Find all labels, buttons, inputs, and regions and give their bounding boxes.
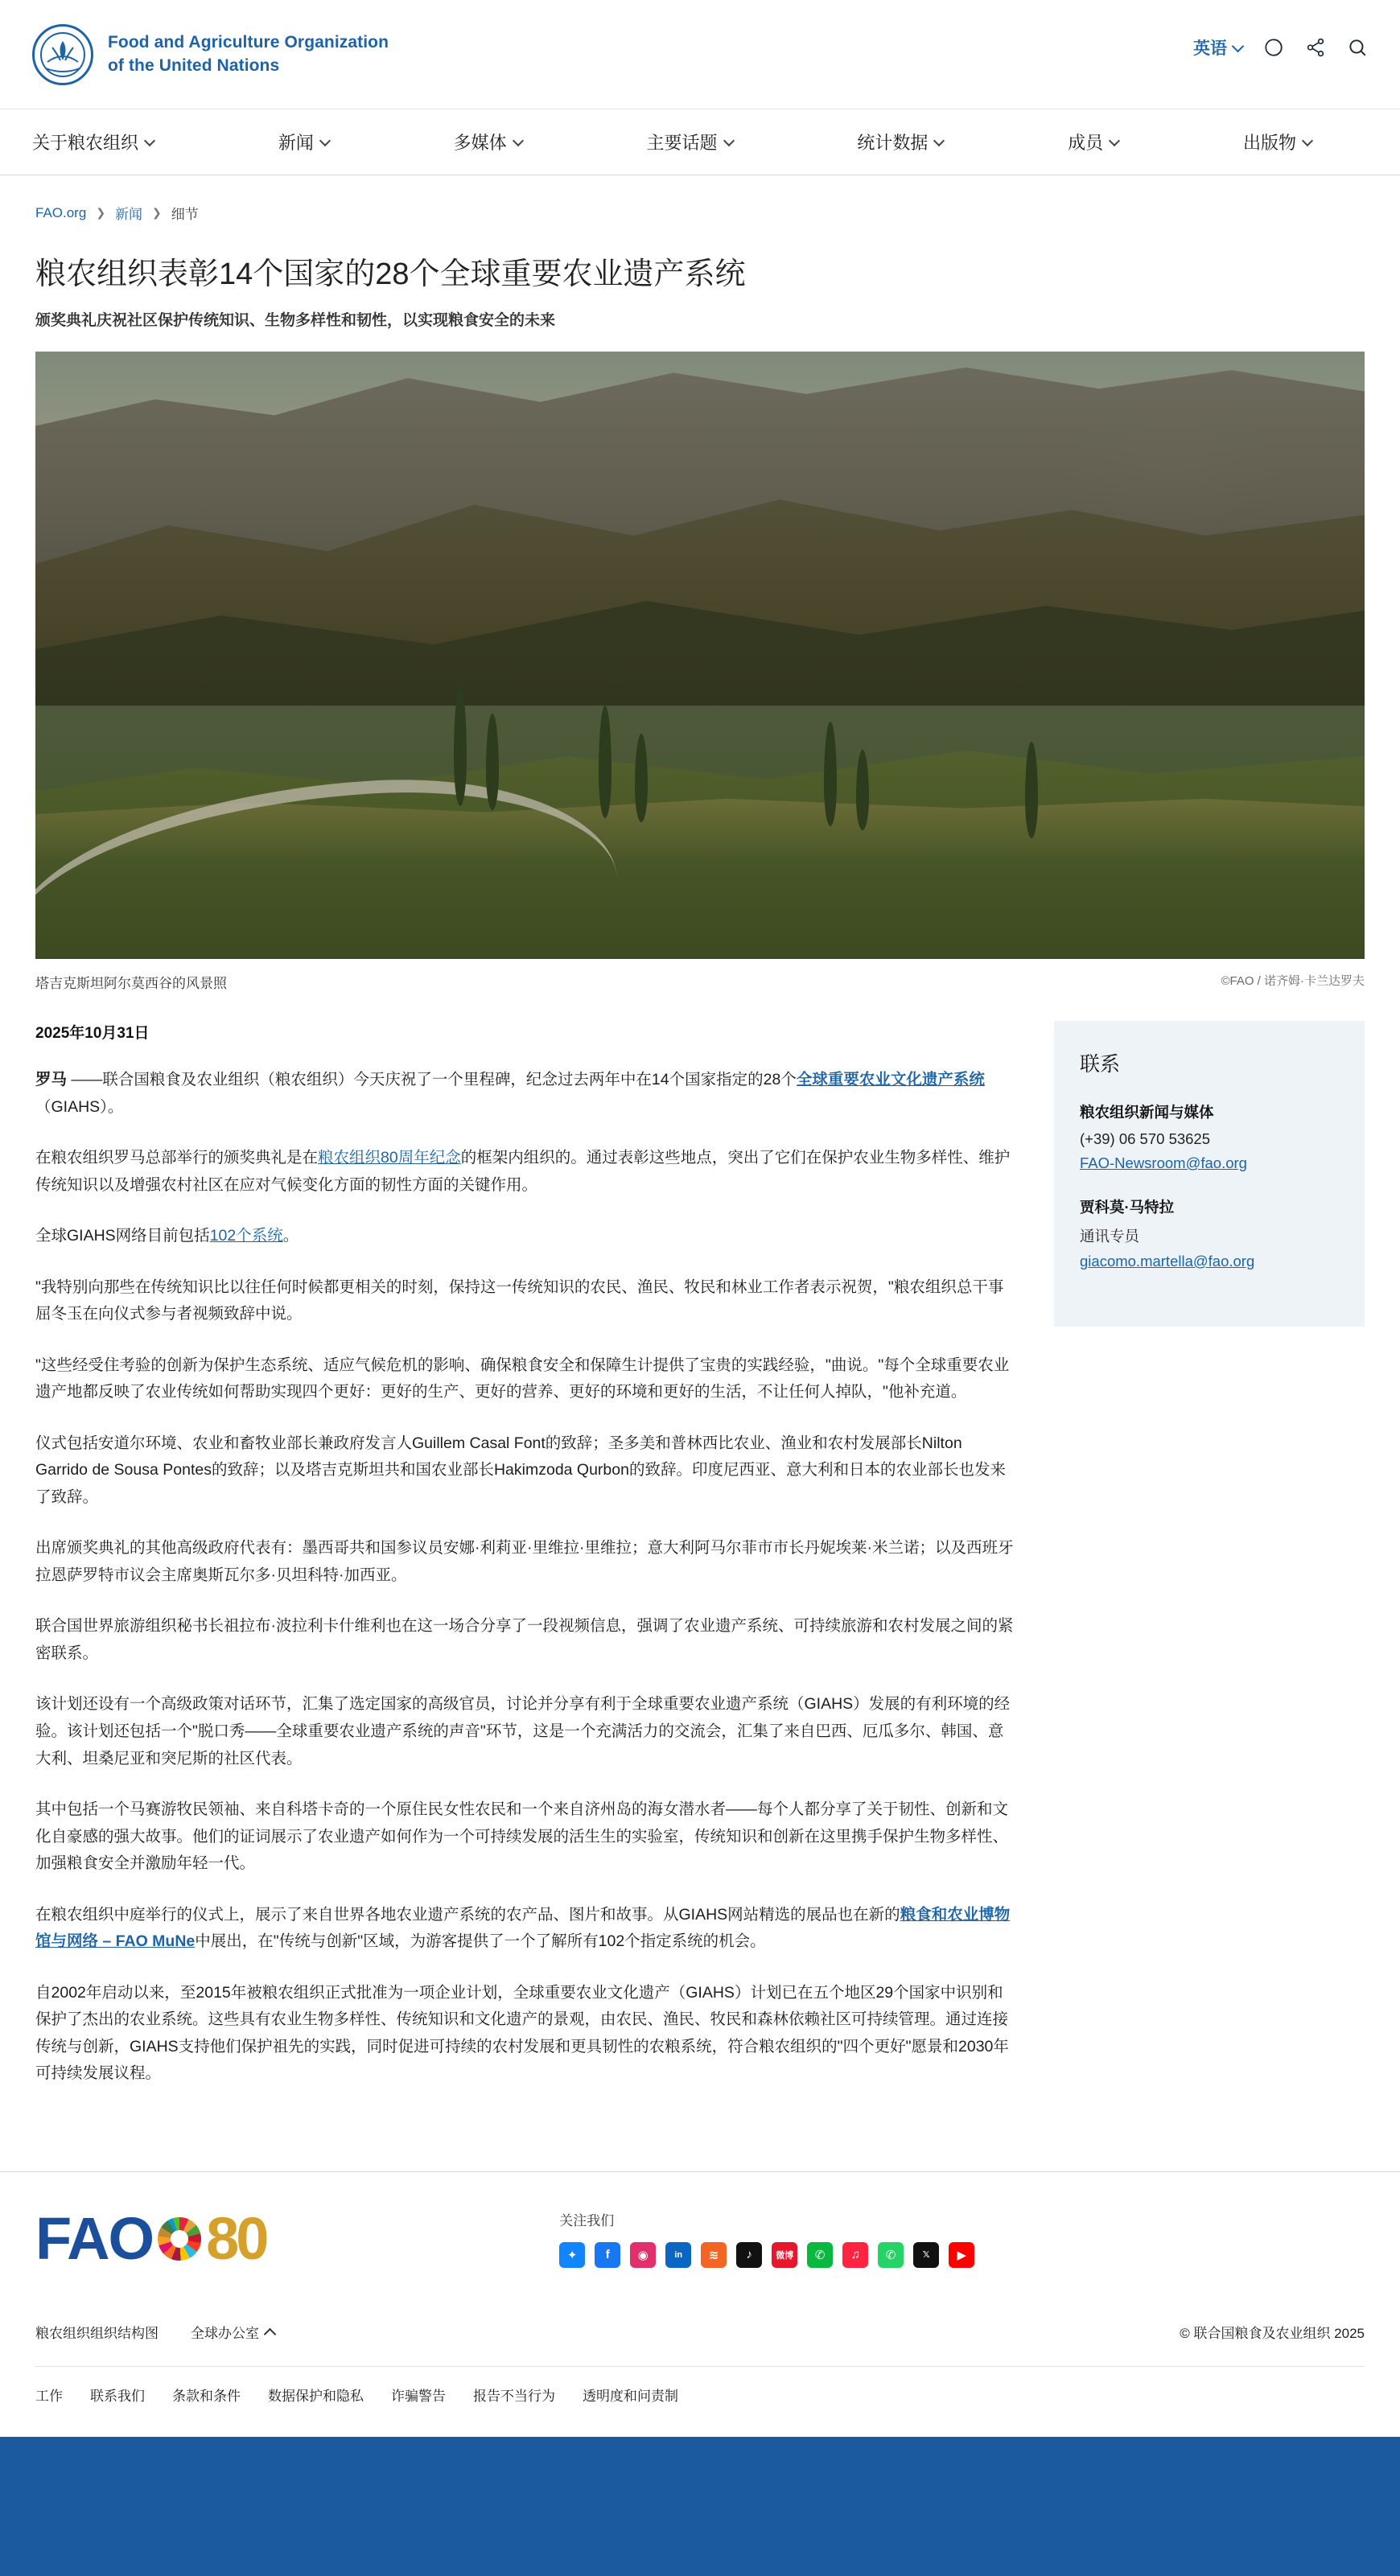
wechat-icon[interactable]: ✆ xyxy=(807,2242,833,2268)
breadcrumb-item-home[interactable]: FAO.org xyxy=(35,204,87,220)
contact-phone: (+39) 06 570 53625 xyxy=(1080,1130,1211,1147)
nav-item-publications[interactable] xyxy=(1243,130,1311,154)
chevron-down-icon xyxy=(1109,134,1120,146)
article-paragraph xyxy=(35,1352,1019,1406)
bluesky-icon[interactable]: ✦ xyxy=(559,2242,585,2268)
article-body xyxy=(35,1021,1019,2112)
article-text: 自2002年启动以来，至2015年被粮农组织正式批准为一项企业计划，全球重要农业文化遗产（GIAHS）计划已在五个地区29个国家中识别和保护了杰出的农业系统。这些具有农业生物多样性、传统知识和文化遗产的景观，由农民、渔民、牧民和森林依赖社区可持续管理。通过连接传统与创新，GIAHS支持他们保护祖先的实践，同时促进可持续的农村发展和更具韧性的农粮系统，符合粮农组织的"四个更好"愿景和2030年可持续发展议程。 xyxy=(35,1983,1009,2083)
article-text: 中展出，在"传统与创新"区域，为游客提供了一个了解所有102个指定系统的机会。 xyxy=(195,1932,766,1951)
nav-label: 统计数据 xyxy=(857,133,929,153)
article-text: 在粮农组织中庭举行的仪式上，展示了来自世界各地农业遗产系统的农产品、图片和故事。从GIAHS网站精选的展品也在新的 xyxy=(35,1905,900,1924)
article-text: 出席颁奖典礼的其他高级政府代表有：墨西哥共和国参议员安娜·利莉亚·里维拉·里维拉；意大利阿马尔菲市市长丹妮埃莱·米兰诺；以及西班牙拉恩萨罗特市议会主席奥斯瓦尔多·贝坦科特·加西亚。 xyxy=(35,1539,1014,1584)
contact-name: 贾科莫·马特拉 xyxy=(1080,1198,1175,1216)
nav-label: 关于粮农组织 xyxy=(32,133,139,153)
article-paragraph xyxy=(35,1980,1019,2088)
douyin-icon[interactable]: ♫ xyxy=(842,2242,868,2268)
nav-item-about[interactable] xyxy=(32,130,154,154)
article-link[interactable]: 全球重要农业文化遗产系统 xyxy=(796,1070,985,1088)
footer-bottom-link[interactable]: 报告不当行为 xyxy=(473,2388,555,2404)
article-paragraph xyxy=(35,1223,1019,1250)
page-title: 粮农组织表彰14个国家的28个全球重要农业遗产系统 xyxy=(35,257,746,291)
header-actions xyxy=(1193,35,1368,60)
search-icon[interactable] xyxy=(1347,37,1368,58)
nav-item-topics[interactable] xyxy=(646,130,732,154)
article-paragraph xyxy=(35,1691,1019,1772)
chevron-down-icon xyxy=(933,134,945,146)
nav-label: 主要话题 xyxy=(646,133,718,153)
article-link[interactable]: 粮农组织80周年纪念 xyxy=(318,1149,461,1167)
footer-logo[interactable] xyxy=(35,2204,266,2272)
article-text: "我特别向那些在传统知识比以往任何时候都更相关的时刻，保持这一传统知识的农民、渔民、牧民和林业工作者表示祝贺，"粮农组织总干事屈冬玉在向仪式参与者视频致辞中说。 xyxy=(35,1278,1004,1323)
article-text: 其中包括一个马赛游牧民领袖、来自科塔卡奇的一个原住民女性农民和一个来自济州岛的海女潜水者——每个人都分享了关于韧性、创新和文化自豪感的强大故事。他们的证词展示了农业遗产如何作为一个可持续发展的活生生的实验室，传统知识和创新在这里携手保护生物多样性、加强粮食安全并激励年轻一代。 xyxy=(35,1800,1009,1873)
image-caption: 塔吉克斯坦阿尔莫西谷的风景照 xyxy=(35,975,227,991)
breadcrumb xyxy=(0,175,1400,223)
linkedin-icon[interactable]: in xyxy=(665,2242,691,2268)
breadcrumb-item-news[interactable]: 新闻 xyxy=(115,207,143,222)
article-paragraph xyxy=(35,1430,1019,1512)
nav-label: 出版物 xyxy=(1242,133,1296,153)
page-subtitle: 颁奖典礼庆祝社区保护传统知识、生物多样性和韧性，以实现粮食安全的未来 xyxy=(35,312,556,330)
footer-bottom-link[interactable]: 诈骗警告 xyxy=(391,2388,446,2404)
chevron-down-icon xyxy=(1302,134,1313,146)
site-header xyxy=(0,0,1400,109)
footer-link-offices[interactable] xyxy=(191,2322,274,2342)
article-link[interactable]: 粮食和农业博物馆与网络 – FAO MuNe xyxy=(35,1905,1011,1951)
footer-bottom-link[interactable]: 透明度和问责制 xyxy=(583,2388,678,2404)
language-selector[interactable] xyxy=(1193,35,1242,60)
chevron-up-icon xyxy=(264,2328,277,2341)
contact-role: 通讯专员 xyxy=(1080,1227,1140,1245)
contact-card xyxy=(1080,1196,1339,1270)
footer-link-orgchart[interactable]: 粮农组织组织结构图 xyxy=(35,2325,159,2341)
article-paragraph xyxy=(35,1613,1019,1667)
social-links xyxy=(559,2242,974,2268)
contact-card xyxy=(1080,1101,1339,1172)
nav-item-news[interactable] xyxy=(278,130,329,154)
rss-icon[interactable]: ≋ xyxy=(701,2242,727,2268)
footer-bottom-link[interactable]: 条款和条件 xyxy=(172,2388,241,2404)
article-text: ——联合国粮食及农业组织（粮农组织）今天庆祝了一个里程碑，纪念过去两年中在14个国家指定的28个 xyxy=(67,1070,797,1088)
breadcrumb-separator: ❯ xyxy=(152,206,162,219)
youtube-icon[interactable]: ▶ xyxy=(949,2242,974,2268)
article-paragraph xyxy=(35,1535,1019,1589)
article-text: 的框架内组织的。通过表彰这些地点，突出了它们在保护农业生物多样性、维护传统知识以及增强农村社区在应对气候变化方面的韧性方面的关键作用。 xyxy=(35,1149,1011,1194)
article-text: 仪式包括安道尔环境、农业和畜牧业部长兼政府发言人Guillem Casal Font的致辞；圣多美和普林西比农业、渔业和农村发展部长Nilton Garrido de Sousa Pontes的致辞；以及塔吉克斯坦共和国农业部长Hakimzoda Qurbon的致辞。印度尼西亚、意大利和日本的农业部长也发来了致辞。 xyxy=(35,1434,1006,1506)
weibo-icon[interactable]: 微博 xyxy=(772,2242,797,2268)
article-strong: 罗马 xyxy=(35,1070,68,1088)
contact-name: 粮农组织新闻与媒体 xyxy=(1080,1103,1214,1121)
main-navigation xyxy=(0,109,1400,175)
language-label: 英语 xyxy=(1193,39,1227,58)
tiktok-icon[interactable]: ♪ xyxy=(736,2242,762,2268)
instagram-icon[interactable]: ◉ xyxy=(630,2242,656,2268)
contact-email-link[interactable]: giacomo.martella@fao.org xyxy=(1080,1252,1255,1269)
article-text: 联合国世界旅游组织秘书长祖拉布·波拉利卡什维利也在这一场合分享了一段视频信息，强调了农业遗产系统、可持续旅游和农村发展之间的紧密联系。 xyxy=(35,1617,1014,1662)
article-text: （GIAHS）。 xyxy=(35,1097,124,1116)
fao-emblem-icon xyxy=(32,24,93,85)
article-paragraph xyxy=(35,1067,1019,1121)
article-paragraph xyxy=(35,1274,1019,1328)
footer-bottom-link[interactable]: 联系我们 xyxy=(90,2388,145,2404)
footer-bottom-link[interactable]: 数据保护和隐私 xyxy=(268,2388,364,2404)
footer-bottom-link[interactable]: 工作 xyxy=(35,2388,63,2404)
article-link[interactable]: 102个系统 xyxy=(209,1227,283,1245)
nav-item-statistics[interactable] xyxy=(857,130,943,154)
content-area xyxy=(0,992,1400,2112)
footer-logo-text: FAO xyxy=(35,2204,154,2272)
sdg-wheel-icon xyxy=(158,2217,201,2261)
article-text: 。 xyxy=(282,1227,299,1245)
org-name-line1: Food and Agriculture Organization xyxy=(108,33,389,52)
nav-label: 新闻 xyxy=(278,133,314,153)
nav-item-multimedia[interactable] xyxy=(454,130,522,154)
follow-label: 关注我们 xyxy=(559,2212,615,2228)
chevron-down-icon xyxy=(144,134,155,146)
chevron-down-icon xyxy=(319,134,331,146)
x-icon[interactable]: 𝕏 xyxy=(913,2242,939,2268)
hero-caption-row xyxy=(0,959,1400,992)
article-text: 在粮农组织罗马总部举行的颁奖典礼是在 xyxy=(35,1149,319,1167)
article-paragraph xyxy=(35,1145,1019,1199)
share-icon[interactable] xyxy=(1305,37,1326,58)
article-text: "这些经受住考验的创新为保护生态系统、适应气候危机的影响、确保粮食安全和保障生计提供了宝贵的实践经验，"曲说。"每个全球重要农业遗产地都反映了农业传统如何帮助实现四个更好：更好的生产、更好的营养、更好的环境和更好的生活，不让任何人掉队，"他补充道。 xyxy=(35,1356,1010,1401)
site-footer xyxy=(0,2171,1400,2437)
breadcrumb-item-detail: 细节 xyxy=(171,207,199,222)
social-block xyxy=(559,2209,974,2268)
nav-label: 多媒体 xyxy=(453,133,507,153)
article-paragraph xyxy=(35,1796,1019,1878)
image-credit: ©FAO / 诺齐姆·卡兰达罗夫 xyxy=(1221,973,1365,988)
copyright: © 联合国粮食及农业组织 2025 xyxy=(1180,2325,1365,2341)
fao-logo[interactable] xyxy=(32,24,389,85)
breadcrumb-separator: ❯ xyxy=(96,206,106,219)
hero-image-wrap xyxy=(0,332,1400,959)
facebook-icon[interactable]: f xyxy=(595,2242,620,2268)
nav-label: 成员 xyxy=(1068,133,1104,153)
chevron-down-icon xyxy=(1232,39,1245,52)
org-name xyxy=(108,31,389,77)
footer-bottom-links xyxy=(35,2366,1365,2429)
hero-image xyxy=(35,352,1365,959)
sidebar-title: 联系 xyxy=(1080,1052,1121,1076)
whatsapp-icon[interactable]: ✆ xyxy=(878,2242,904,2268)
article-text: 全球GIAHS网络目前包括 xyxy=(35,1227,210,1245)
chevron-down-icon xyxy=(513,134,524,146)
org-name-line2: of the United Nations xyxy=(108,56,280,75)
publish-date: 2025年10月31日 xyxy=(35,1024,150,1042)
article-paragraph xyxy=(35,1902,1019,1956)
article-paragraphs xyxy=(35,1067,1019,2088)
article-text: 该计划还设有一个高级政策对话环节，汇集了选定国家的高级官员，讨论并分享有利于全球重要农业遗产系统（GIAHS）发展的有利环境的经验。该计划还包括一个"脱口秀——全球重要农业遗产系统的声音"环节，这是一个充满活力的交流会，汇集了来自巴西、厄瓜多尔、韩国、意大利、坦桑尼亚和突尼斯的社区代表。 xyxy=(35,1695,1011,1767)
footer-logo-number: 80 xyxy=(206,2204,266,2272)
contact-sidebar xyxy=(1054,1021,1365,1327)
chevron-down-icon xyxy=(723,134,734,146)
accessibility-icon[interactable] xyxy=(1263,37,1284,58)
contact-email-link[interactable]: FAO-Newsroom@fao.org xyxy=(1080,1154,1247,1171)
nav-item-members[interactable] xyxy=(1068,130,1118,154)
footer-link-offices-label: 全球办公室 xyxy=(191,2325,259,2341)
